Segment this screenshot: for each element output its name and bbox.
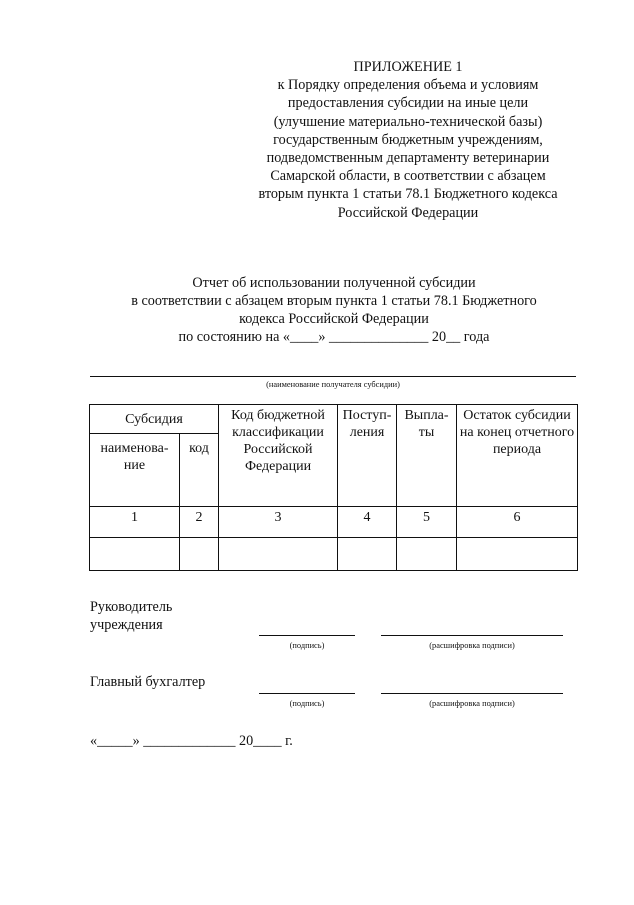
appendix-line: вторым пункта 1 статьи 78.1 Бюджетного кодекса: [258, 186, 558, 203]
report-title-line: кодекса Российской Федерации: [239, 311, 429, 327]
table-cell-code[interactable]: [180, 538, 219, 571]
head-label: [90, 598, 172, 634]
table-cell-receipts[interactable]: [338, 538, 397, 571]
table-cell-balance[interactable]: [457, 538, 578, 571]
table-cell-budget-code[interactable]: [219, 538, 338, 571]
recipient-name-line[interactable]: [90, 376, 576, 377]
header-code: код: [180, 434, 219, 507]
appendix-line: Самарской области, в соответствии с абзацем: [270, 168, 546, 185]
accountant-decoding-line[interactable]: [381, 693, 563, 694]
appendix-line: Российской Федерации: [337, 204, 479, 221]
column-number: 2: [180, 507, 219, 538]
table-cell-name[interactable]: [90, 538, 180, 571]
header-subsidy: Субсидия: [90, 405, 219, 434]
accountant-label: Главный бухгалтер: [90, 674, 206, 690]
column-number: 3: [219, 507, 338, 538]
report-date-line: по состоянию на «____» ______________ 20__ года: [178, 329, 490, 345]
head-label-line-2: учреждения: [90, 617, 163, 633]
head-label-line-1: Руководитель: [90, 599, 173, 615]
header-balance: Остаток субсидии на конец отчетного периода: [457, 405, 578, 507]
column-number: 6: [457, 507, 578, 538]
appendix-line: государственным бюджетным учреждениям,: [273, 131, 543, 148]
report-title-line: в соответствии с абзацем вторым пункта 1 статьи 78.1 Бюджетного: [131, 293, 537, 309]
appendix-header: [236, 58, 580, 222]
header-name: наименова- ние: [90, 434, 180, 507]
head-decoding-line[interactable]: [381, 635, 563, 636]
table-row[interactable]: [90, 538, 578, 571]
head-signature-caption: (подпись): [289, 641, 325, 650]
report-title-line: Отчет об использовании полученной субсидии: [192, 275, 476, 291]
head-signature-line[interactable]: [259, 635, 355, 636]
signature-date-line[interactable]: «_____» _____________ 20____ г.: [90, 733, 293, 749]
column-number: 1: [90, 507, 180, 538]
header-payments: Выпла- ты: [397, 405, 457, 507]
header-receipts: Поступ- ления: [338, 405, 397, 507]
appendix-title: ПРИЛОЖЕНИЕ 1: [353, 59, 463, 75]
recipient-caption: (наименование получателя субсидии): [266, 380, 400, 389]
appendix-line: предоставления субсидии на иные цели: [287, 95, 529, 112]
table-header-row: [90, 405, 578, 434]
appendix-line: подведомственным департаменту ветеринарии: [266, 150, 550, 167]
column-number: 4: [338, 507, 397, 538]
table-number-row: [90, 507, 578, 538]
appendix-line: (улучшение материально-технической базы): [273, 113, 543, 130]
table-cell-payments[interactable]: [397, 538, 457, 571]
head-decoding-caption: (расшифровка подписи): [429, 641, 515, 650]
accountant-signature-line[interactable]: [259, 693, 355, 694]
accountant-signature-caption: (подпись): [289, 699, 325, 708]
accountant-decoding-caption: (расшифровка подписи): [429, 699, 515, 708]
header-budget-code: Код бюджетной классификации Российской Федерации: [219, 405, 338, 507]
appendix-line: к Порядку определения объема и условиям: [277, 77, 539, 94]
subsidy-table: [89, 404, 578, 571]
column-number: 5: [397, 507, 457, 538]
report-title: [92, 274, 576, 346]
